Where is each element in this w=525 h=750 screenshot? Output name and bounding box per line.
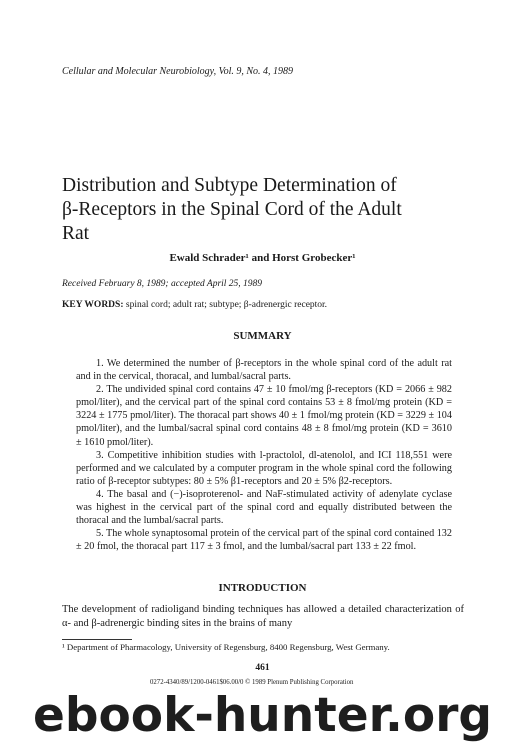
summary-paragraph-5: 5. The whole synaptosomal protein of the cervical part of the spinal cord contained 132 ± 20 fmol, the thoracal part 117 ± 3 fmol, and the lumbal/sacral part 133 ± 22 fmol. [76, 528, 452, 553]
title-line-3: Rat [62, 223, 90, 244]
keywords [62, 300, 327, 310]
summary-body [76, 357, 452, 553]
summary-paragraph-3: 3. Competitive inhibition studies with l-practolol, dl-atenolol, and ICI 118,551 were performed and we calculated by a computer program in the whole spinal cord the following ratio of β-receptor subtypes: 80 ± 5% β1-receptors and 20 ± 5% β2-receptors. [76, 449, 452, 487]
summary-paragraph-1: 1. We determined the number of β-receptors in the whole spinal cord of the adult rat and in the cervical, thoracal, and lumbal/sacral parts. [76, 358, 452, 383]
introduction-text: The development of radioligand binding techniques has allowed a detailed characterization of α- and β-adrenergic binding sites in the brains of many [62, 604, 464, 629]
summary-heading: SUMMARY [233, 330, 292, 342]
keywords-text: spinal cord; adult rat; subtype; β-adrenergic receptor. [125, 300, 328, 310]
affiliation-footnote: ¹ Department of Pharmacology, University of Regensburg, 8400 Regensburg, West Germany. [62, 642, 390, 652]
article-title [62, 174, 482, 246]
copyright-line: 0272-4340/89/1200-0461$06.00/0 © 1989 Plenum Publishing Corporation [150, 679, 354, 686]
received-dates: Received February 8, 1989; accepted April 25, 1989 [62, 279, 263, 289]
title-line-1: Distribution and Subtype Determination of [62, 175, 397, 196]
introduction-heading: INTRODUCTION [218, 582, 307, 594]
keywords-label: KEY WORDS: [62, 300, 124, 310]
footnote-divider [62, 639, 132, 640]
title-line-2: β-Receptors in the Spinal Cord of the Adult [62, 199, 402, 220]
summary-paragraph-2: 2. The undivided spinal cord contains 47 ± 10 fmol/mg β-receptors (KD = 2066 ± 982 pmol/liter), and the cervical part of the spinal cord contains 53 ± 8 fmol/mg protein (KD = 3224 ± 1775 pmol/liter). The thoracal part shows 40 ± 1 fmol/mg protein (KD = 3229 ± 104 pmol/liter), and the lumbal/sacral spinal cord contains 48 ± 8 fmol/mg protein (KD = 3610 ± 1610 pmol/liter). [76, 384, 452, 448]
watermark: ebook-hunter.org [32, 688, 493, 743]
page-number: 461 [255, 663, 270, 673]
authors: Ewald Schrader¹ and Horst Grobecker¹ [169, 252, 356, 264]
journal-citation: Cellular and Molecular Neurobiology, Vol. 9, No. 4, 1989 [62, 66, 294, 77]
summary-paragraph-4: 4. The basal and (−)-isoproterenol- and NaF-stimulated activity of adenylate cyclase was highest in the cervical part of the spinal cord and equally distributed between the thoracal and the lumbal/sacral parts. [76, 488, 452, 527]
